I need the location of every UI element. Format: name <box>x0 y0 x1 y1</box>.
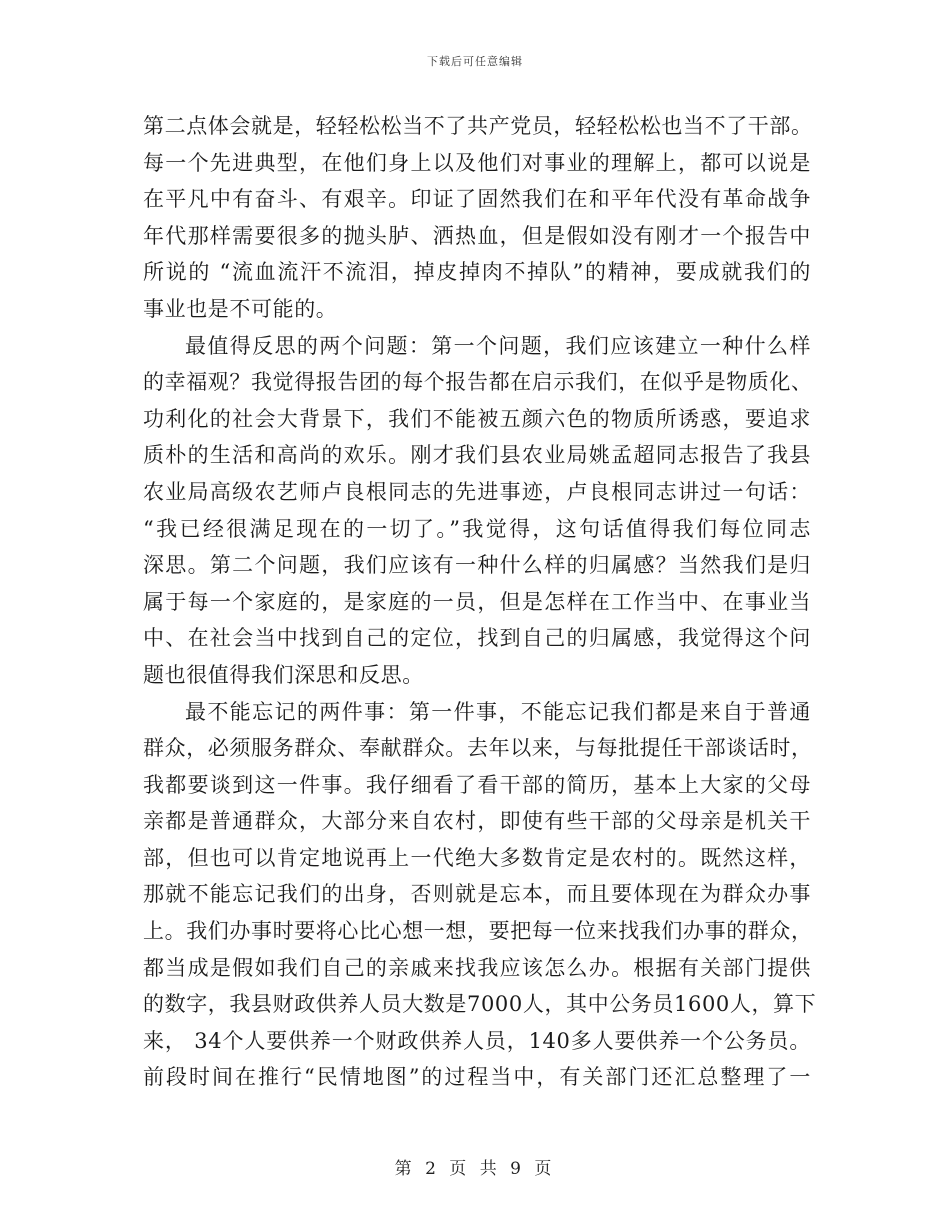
paragraph-3-line-9: 的数字，我县财政供养人员大数是7000人，其中公务员1600人，算下 <box>143 992 817 1017</box>
paragraph-3-line-7: 上。我们办事时要将心比心想一想，要把每一位来找我们办事的群众， <box>143 919 813 944</box>
paragraph-2-line-8: 属于每一个家庭的，是家庭的一员，但是怎样在工作当中、在事业当 <box>143 589 811 614</box>
page-header-note: 下载后可任意编辑 <box>427 55 523 68</box>
paragraph-3-line-1: 最不能忘记的两件事：第一件事，不能忘记我们都是来自于普通 <box>185 699 811 724</box>
paragraph-1-line-2: 每一个先进典型，在他们身上以及他们对事业的理解上，都可以说是 <box>143 150 811 175</box>
paragraph-2-line-6: “我已经很满足现在的一切了。”我觉得，这句话值得我们每位同志 <box>143 516 811 541</box>
paragraph-2-line-3: 功利化的社会大背景下，我们不能被五颜六色的物质所诱惑，要追求 <box>143 406 811 431</box>
paragraph-3-line-3: 我都要谈到这一件事。我仔细看了看干部的简历，基本上大家的父母 <box>143 772 811 797</box>
document-body <box>143 108 817 1096</box>
paragraph-3-line-4: 亲都是普通群众，大部分来自农村，即使有些干部的父母亲是机关干 <box>143 809 811 834</box>
paragraph-1-line-5: 所说的 “流血流汗不流泪，掉皮掉肉不掉队”的精神，要成就我们的 <box>143 260 811 285</box>
paragraph-3-line-2: 群众，必须服务群众、奉献群众。去年以来，与每批提任干部谈话时， <box>143 736 813 761</box>
paragraph-2-line-2: 的幸福观？我觉得报告团的每个报告都在启示我们，在似乎是物质化、 <box>143 370 813 395</box>
paragraph-1-line-6: 事业也是不可能的。 <box>143 296 338 321</box>
paragraph-3-line-11: 前段时间在推行“民情地图”的过程当中，有关部门还汇总整理了一 <box>143 1065 811 1090</box>
paragraph-3-line-6: 那就不能忘记我们的出身，否则就是忘本，而且要体现在为群众办事 <box>143 882 811 907</box>
page-number-footer: 第 2 页 共 9 页 <box>394 1159 556 1179</box>
paragraph-3-line-8: 都当成是假如我们自己的亲戚来找我应该怎么办。根据有关部门提供 <box>143 955 811 980</box>
paragraph-3-line-10: 来， 34个人要供养一个财政供养人员，140多人要供养一个公务员。 <box>143 1028 811 1053</box>
paragraph-2-line-4: 质朴的生活和高尚的欢乐。刚才我们县农业局姚孟超同志报告了我县 <box>143 443 811 468</box>
paragraph-1-line-1: 第二点体会就是，轻轻松松当不了共产党员，轻轻松松也当不了干部。 <box>143 114 813 138</box>
paragraph-2-line-9: 中、在社会当中找到自己的定位，找到自己的归属感，我觉得这个问 <box>143 626 811 651</box>
paragraph-3-line-5: 部，但也可以肯定地说再上一代绝大多数肯定是农村的。既然这样， <box>143 845 811 870</box>
paragraph-1-line-3: 在平凡中有奋斗、有艰辛。印证了固然我们在和平年代没有革命战争 <box>143 187 811 212</box>
paragraph-2-line-1: 最值得反思的两个问题：第一个问题，我们应该建立一种什么样 <box>185 333 811 358</box>
paragraph-2-line-7: 深思。第二个问题，我们应该有一种什么样的归属感？当然我们是归 <box>143 553 811 578</box>
paragraph-1-line-4: 年代那样需要很多的抛头胪、洒热血，但是假如没有刚才一个报告中 <box>143 223 811 248</box>
paragraph-2-line-10: 题也很值得我们深思和反思。 <box>143 662 424 687</box>
paragraph-2-line-5: 农业局高级农艺师卢良根同志的先进事迹，卢良根同志讲过一句话： <box>143 479 811 504</box>
